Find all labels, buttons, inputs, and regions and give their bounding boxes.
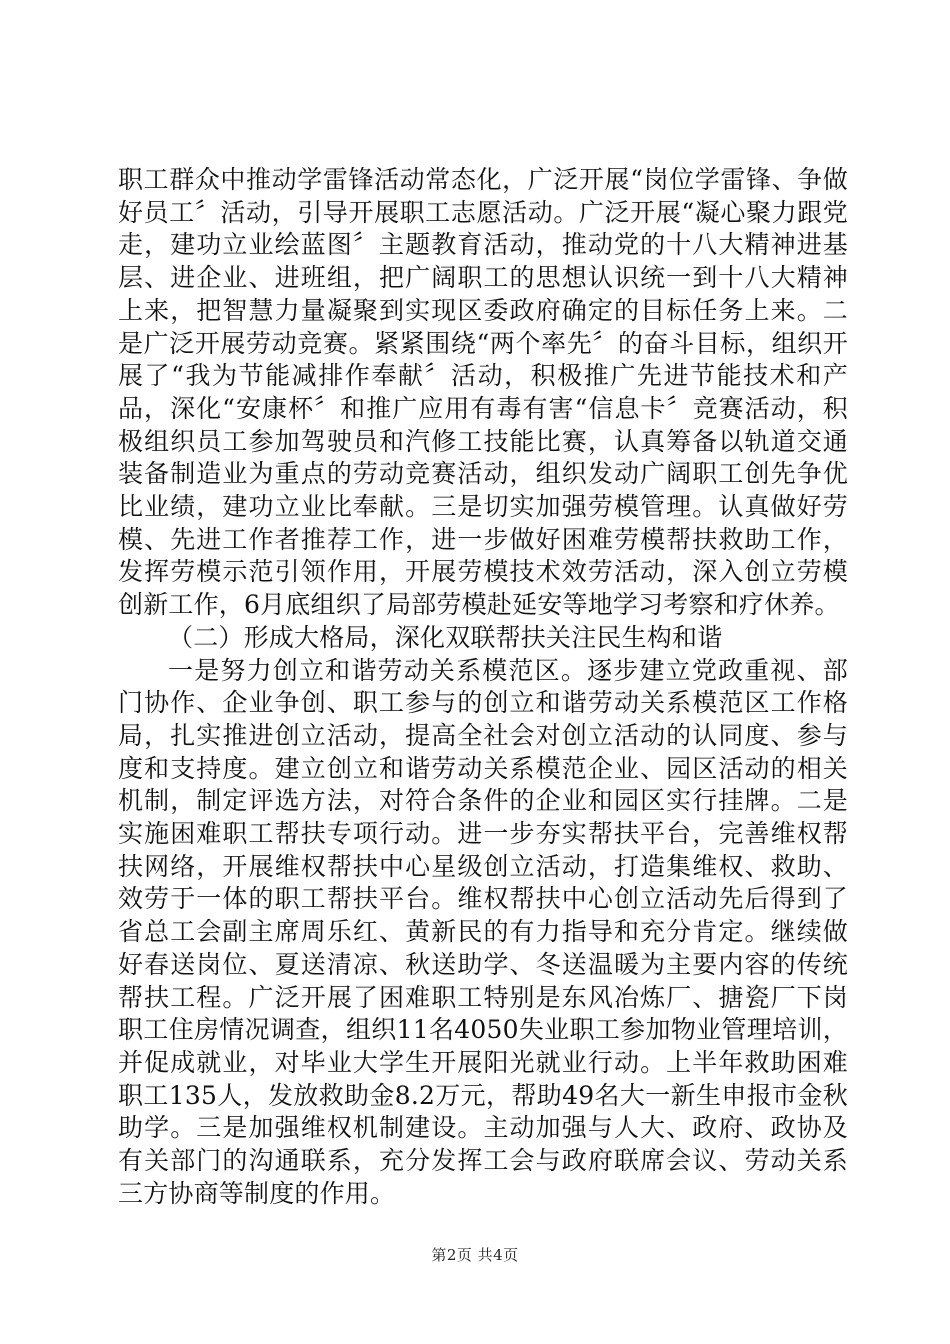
section-heading-2: （二）形成大格局，深化双联帮扶关注民生构和谐 — [168, 622, 723, 652]
document-body — [118, 164, 848, 1211]
page-footer-number: 第2页 共4页 — [431, 1246, 519, 1264]
paragraph-body-2: 一是努力创立和谐劳动关系模范区。逐步建立党政重视、部门协作、企业争创、职工参与的创立和谐劳动关系模范区工作格局，扎实推进创立活动，提高全社会对创立活动的认同度、参与度和支持度。建立创立和谐劳动关系模范企业、园区活动的相关机制，制定评选方法，对符合条件的企业和园区实行挂牌。二是实施困难职工帮扶专项行动。进一步夯实帮扶平台，完善维权帮扶网络，开展维权帮扶中心星级创立活动，打造集维权、救助、效劳于一体的职工帮扶平台。维权帮扶中心创立活动先后得到了省总工会副主席周乐红、黄新民的有力指导和充分肯定。继续做好春送岗位、夏送清凉、秋送助学、冬送温暖为主要内容的传统帮扶工程。广泛开展了困难职工特别是东风冶炼厂、搪瓷厂下岗职工住房情况调查，组织11名4050失业职工参加物业管理培训，并促成就业，对毕业大学生开展阳光就业行动。上半年救助困难职工135人，发放救助金8.2万元，帮助49名大一新生申报市金秋助学。三是加强维权机制建设。主动加强与人大、政府、政协及有关部门的沟通联系，充分发挥工会与政府联席会议、劳动关系三方协商等制度的作用。 — [118, 655, 848, 1208]
paragraph-body-1: 职工群众中推动学雷锋活动常态化，广泛开展“岗位学雷锋、争做好员工〞活动，引导开展职工志愿活动。广泛开展“凝心聚力跟党走，建功立业绘蓝图〞主题教育活动，推动党的十八大精神进基层、进企业、进班组，把广阔职工的思想认识统一到十八大精神上来，把智慧力量凝聚到实现区委政府确定的目标任务上来。二是广泛开展劳动竞赛。紧紧围绕“两个率先〞的奋斗目标，组织开展了“我为节能减排作奉献〞活动，积极推广先进节能技术和产品，深化“安康杯〞和推广应用有毒有害“信息卡〞竞赛活动，积极组织员工参加驾驶员和汽修工技能比赛，认真筹备以轨道交通装备制造业为重点的劳动竞赛活动，组织发动广阔职工创先争优比业绩，建功立业比奉献。三是切实加强劳模管理。认真做好劳模、先进工作者推荐工作，进一步做好困难劳模帮扶救助工作，发挥劳模示范引领作用，开展劳模技术效劳活动，深入创立劳模创新工作，6月底组织了局部劳模赴延安等地学习考察和疗休养。 — [118, 165, 848, 620]
